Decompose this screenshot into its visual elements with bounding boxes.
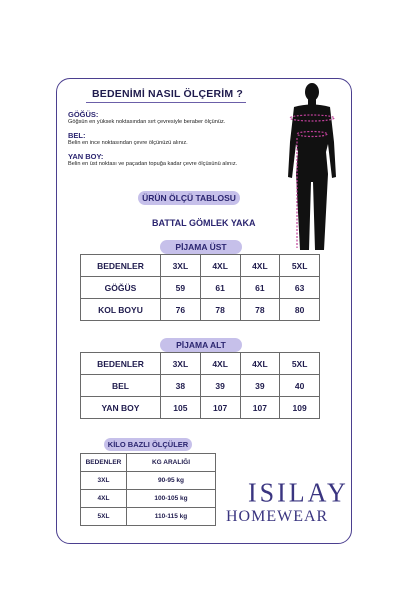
table-header-row [81, 255, 320, 277]
table-cell: 5XL [81, 508, 127, 526]
body-silhouette-icon [276, 82, 348, 252]
bottom-table-pill: PİJAMA ALT [160, 338, 242, 352]
kilo-table-pill: KİLO BAZLI ÖLÇÜLER [104, 438, 192, 451]
table-cell: KG ARALIĞI [127, 454, 216, 472]
table-cell: BEDENLER [81, 454, 127, 472]
table-cell: 4XL [200, 353, 240, 375]
table-cell: 4XL [81, 490, 127, 508]
brand-logo-subtitle: HOMEWEAR [226, 508, 329, 525]
table-row [81, 397, 320, 419]
table-row [81, 490, 216, 508]
table-cell: 4XL [200, 255, 240, 277]
table-cell: 105 [161, 397, 201, 419]
table-cell: 107 [240, 397, 280, 419]
table-cell: 4XL [240, 255, 280, 277]
measure-label-waist: BEL: [68, 131, 86, 140]
bottom-size-table [80, 352, 320, 419]
table-cell: 59 [161, 277, 201, 299]
table-cell: 5XL [280, 353, 320, 375]
table-cell: 107 [200, 397, 240, 419]
table-header-row [81, 353, 320, 375]
kilo-size-table [80, 453, 216, 526]
measure-desc-chest: Göğsün en yüksek noktasından sırt çevresiyle beraber ölçünüz. [68, 119, 226, 125]
table-row [81, 277, 320, 299]
table-row [81, 299, 320, 321]
measure-label-length: YAN BOY: [68, 152, 104, 161]
table-cell: BEL [81, 375, 161, 397]
measure-desc-waist: Belin en ince noktasından çevre ölçünüzü alınız. [68, 140, 188, 146]
table-cell: 80 [280, 299, 320, 321]
brand-logo-name: ISILAY [248, 477, 349, 508]
table-cell: BEDENLER [81, 255, 161, 277]
table-cell: 78 [200, 299, 240, 321]
table-cell: 4XL [240, 353, 280, 375]
table-cell: 61 [240, 277, 280, 299]
guide-title: BEDENİMİ NASIL ÖLÇERİM ? [92, 88, 244, 100]
table-cell: 39 [240, 375, 280, 397]
table-cell: 90-95 kg [127, 472, 216, 490]
table-cell: 109 [280, 397, 320, 419]
table-cell: BEDENLER [81, 353, 161, 375]
table-cell: 100-105 kg [127, 490, 216, 508]
table-cell: 76 [161, 299, 201, 321]
collar-subtitle: BATTAL GÖMLEK YAKA [152, 218, 256, 228]
table-cell: 38 [161, 375, 201, 397]
table-cell: KOL BOYU [81, 299, 161, 321]
measure-desc-length: Belin en üst noktası ve paçadan topuğa kadar çevre ölçüsünü alınız. [68, 161, 238, 167]
table-cell: 3XL [161, 255, 201, 277]
title-underline [86, 102, 246, 103]
table-cell: 63 [280, 277, 320, 299]
size-chart-pill: ÜRÜN ÖLÇÜ TABLOSU [138, 191, 240, 205]
top-table-pill: PİJAMA ÜST [160, 240, 242, 254]
table-row [81, 375, 320, 397]
table-row [81, 472, 216, 490]
table-cell: 40 [280, 375, 320, 397]
table-cell: 78 [240, 299, 280, 321]
table-cell: 3XL [81, 472, 127, 490]
table-header-row [81, 454, 216, 472]
table-cell: 39 [200, 375, 240, 397]
table-cell: 61 [200, 277, 240, 299]
table-cell: GÖĞÜS [81, 277, 161, 299]
table-cell: YAN BOY [81, 397, 161, 419]
table-row [81, 508, 216, 526]
table-cell: 110-115 kg [127, 508, 216, 526]
table-cell: 3XL [161, 353, 201, 375]
top-size-table [80, 254, 320, 321]
measure-label-chest: GÖĞÜS: [68, 110, 99, 119]
table-cell: 5XL [280, 255, 320, 277]
